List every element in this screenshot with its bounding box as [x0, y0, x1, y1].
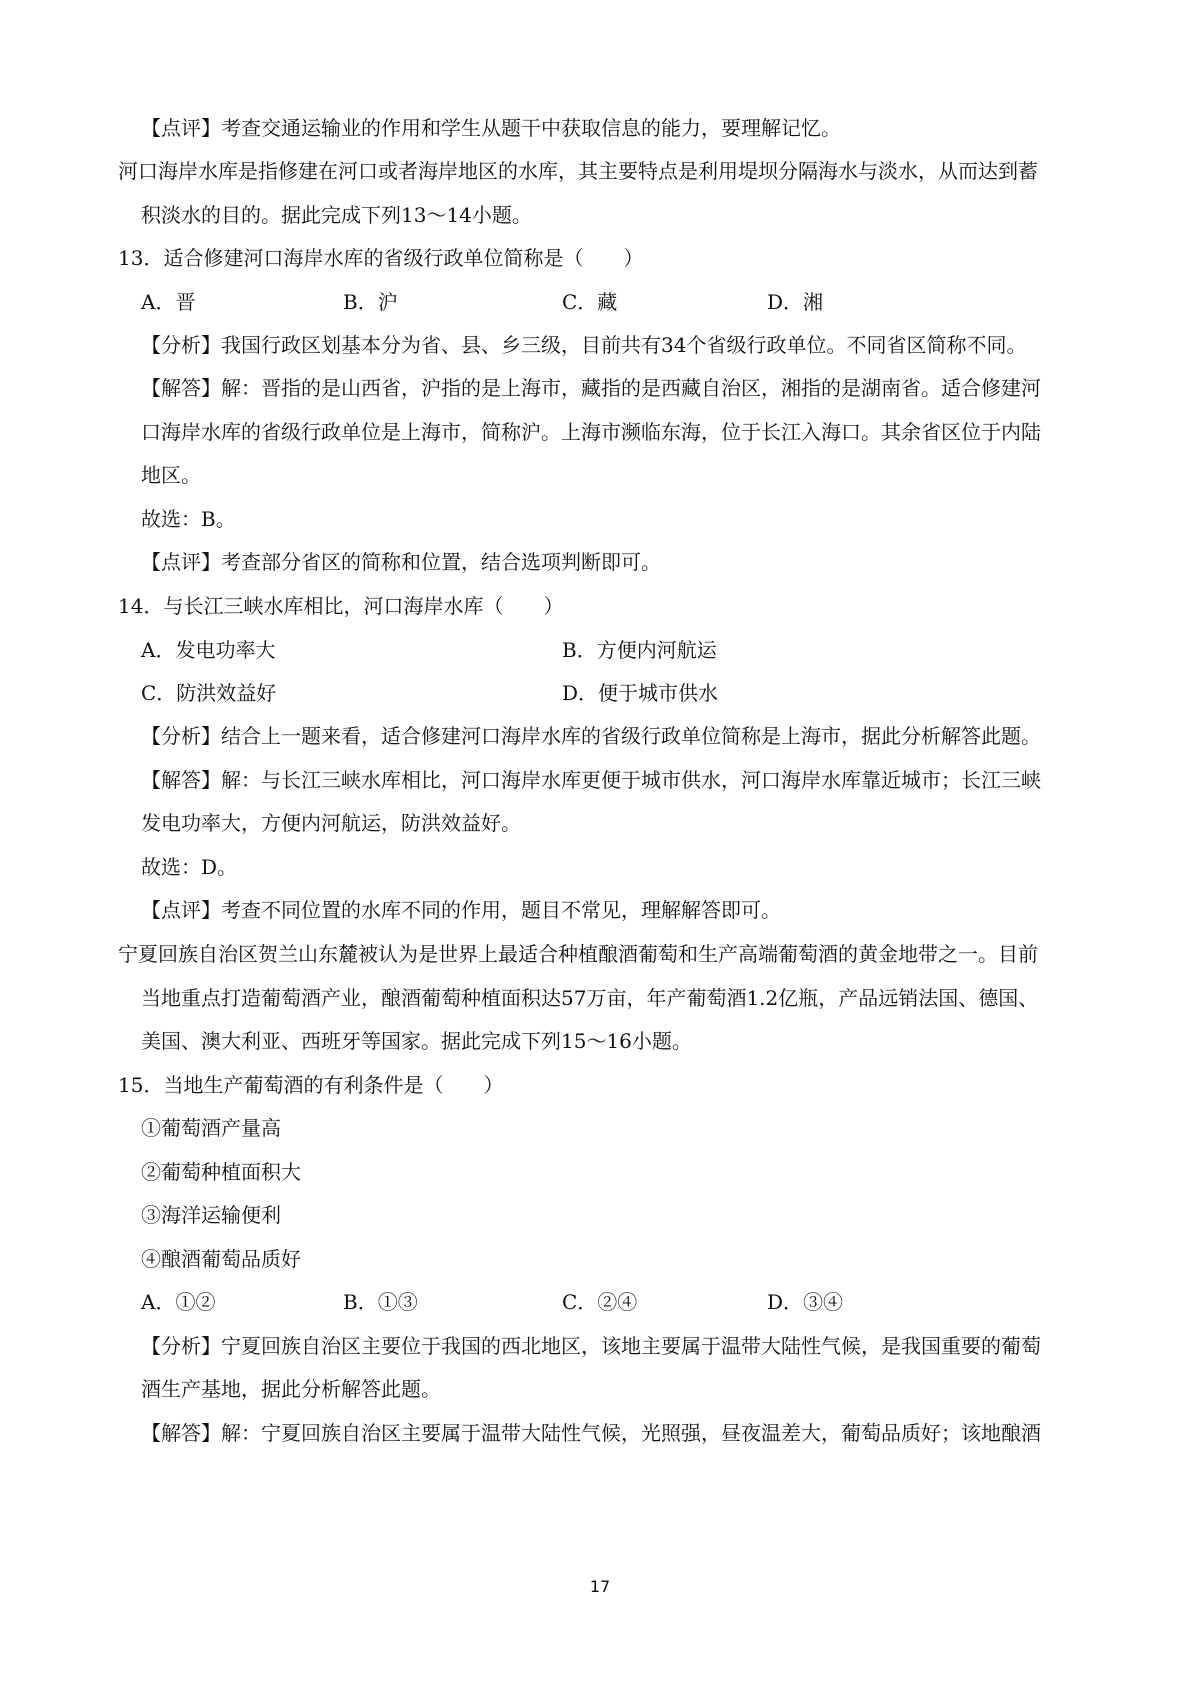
- q14-stem: 14．与长江三峡水库相比，河口海岸水库（ ）: [118, 594, 564, 618]
- passage-15-16-line1: 宁夏回族自治区贺兰山东麓被认为是世界上最适合种植酿酒葡萄和生产高端葡萄酒的黄金地带之一。目前: [118, 942, 1038, 966]
- passage-13-14-line2: 积淡水的目的。据此完成下列13～14小题。: [141, 203, 532, 227]
- q14-option-c: C．防洪效益好: [141, 681, 277, 705]
- q15-item-1: ①葡萄酒产量高: [141, 1116, 281, 1140]
- q14-choice: 故选：D。: [141, 855, 238, 879]
- q15-stem: 15．当地生产葡萄酒的有利条件是（ ）: [118, 1073, 504, 1097]
- q15-answer-line1: 【解答】解：宁夏回族自治区主要属于温带大陆性气候，光照强，昼夜温差大，葡萄品质好；该地酿酒: [141, 1421, 1041, 1445]
- q15-item-2: ②葡萄种植面积大: [141, 1160, 301, 1184]
- q13-comment: 【点评】考查部分省区的简称和位置，结合选项判断即可。: [141, 550, 661, 574]
- q14-option-d: D．便于城市供水: [562, 681, 719, 705]
- q13-option-b: B．沪: [343, 290, 398, 314]
- q13-analysis: 【分析】我国行政区划基本分为省、县、乡三级，目前共有34个省级行政单位。不同省区简称不同。: [141, 333, 1027, 357]
- q15-item-3: ③海洋运输便利: [141, 1203, 281, 1227]
- q15-option-d: D．③④: [767, 1290, 844, 1314]
- q13-stem: 13．适合修建河口海岸水库的省级行政单位简称是（ ）: [118, 246, 644, 270]
- q14-answer-line2: 发电功率大，方便内河航运，防洪效益好。: [141, 811, 521, 835]
- q14-analysis: 【分析】结合上一题来看，适合修建河口海岸水库的省级行政单位简称是上海市，据此分析解答此题。: [141, 724, 1041, 748]
- q14-comment: 【点评】考查不同位置的水库不同的作用，题目不常见，理解解答即可。: [141, 898, 781, 922]
- page-number: 17: [589, 1577, 611, 1596]
- q14-option-a: A．发电功率大: [141, 638, 276, 662]
- q12-comment: 【点评】考查交通运输业的作用和学生从题干中获取信息的能力，要理解记忆。: [141, 116, 841, 140]
- passage-13-14-line1: 河口海岸水库是指修建在河口或者海岸地区的水库，其主要特点是利用堤坝分隔海水与淡水，从而达到蓄: [118, 159, 1038, 183]
- passage-15-16-line2: 当地重点打造葡萄酒产业，酿酒葡萄种植面积达57万亩，年产葡萄酒1.2亿瓶，产品远销法国、德国、: [141, 986, 1039, 1010]
- q13-option-d: D．湘: [767, 290, 824, 314]
- q13-choice: 故选：B。: [141, 507, 236, 531]
- q15-analysis-line1: 【分析】宁夏回族自治区主要位于我国的西北地区，该地主要属于温带大陆性气候，是我国重要的葡萄: [141, 1334, 1041, 1358]
- q14-answer-line1: 【解答】解：与长江三峡水库相比，河口海岸水库更便于城市供水，河口海岸水库靠近城市；长江三峡: [141, 768, 1041, 792]
- q15-option-a: A．①②: [141, 1290, 216, 1314]
- q15-option-c: C．②④: [562, 1290, 638, 1314]
- passage-15-16-line3: 美国、澳大利亚、西班牙等国家。据此完成下列15～16小题。: [141, 1029, 692, 1053]
- q13-answer-line1: 【解答】解：晋指的是山西省，沪指的是上海市，藏指的是西藏自治区，湘指的是湖南省。适合修建河: [141, 376, 1041, 400]
- q13-answer-line3: 地区。: [141, 463, 201, 487]
- q14-option-b: B．方便内河航运: [562, 638, 717, 662]
- q15-analysis-line2: 酒生产基地，据此分析解答此题。: [141, 1377, 441, 1401]
- q15-option-b: B．①③: [343, 1290, 418, 1314]
- q13-option-c: C．藏: [562, 290, 618, 314]
- q15-item-4: ④酿酒葡萄品质好: [141, 1247, 301, 1271]
- q13-answer-line2: 口海岸水库的省级行政单位是上海市，简称沪。上海市濒临东海，位于长江入海口。其余省区位于内陆: [141, 420, 1041, 444]
- q13-option-a: A．晋: [141, 290, 196, 314]
